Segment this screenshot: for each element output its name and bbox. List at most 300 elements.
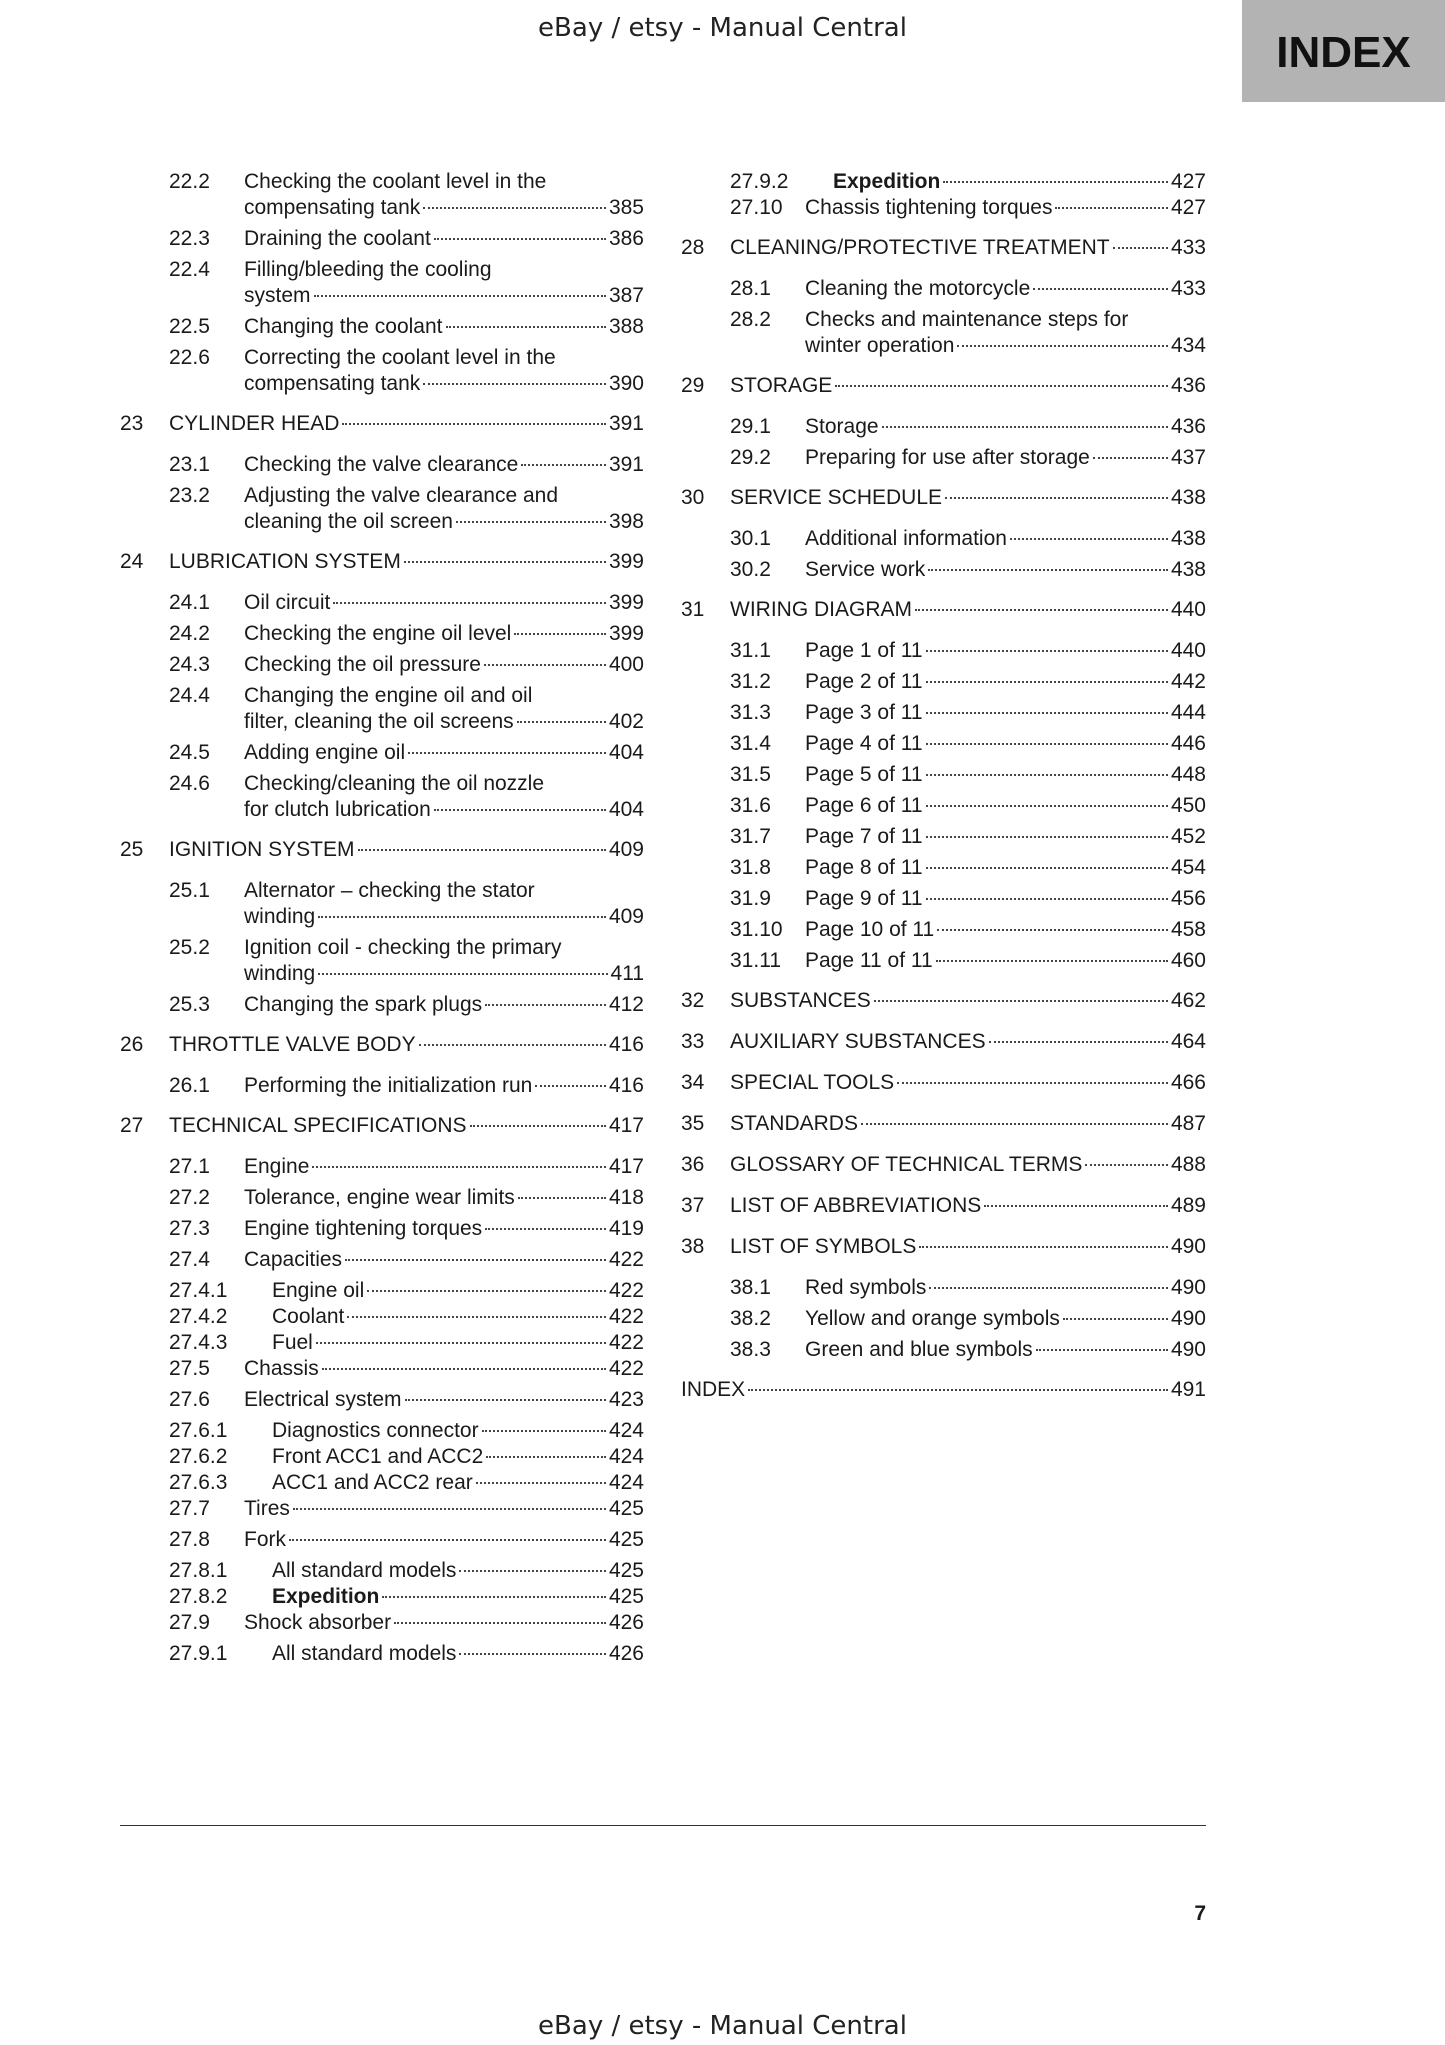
dot-leader [748, 1389, 1168, 1391]
toc-entry-number: 38 [681, 1235, 705, 1258]
toc-entry[interactable] [120, 683, 644, 735]
toc-entry-page: 487 [1170, 1112, 1206, 1135]
toc-entry-page: 464 [1170, 1030, 1206, 1053]
toc-entry-title: Fork [244, 1528, 286, 1551]
toc-entry[interactable] [681, 638, 1206, 664]
watermark-top: eBay / etsy - Manual Central [538, 13, 907, 43]
toc-entry-page: 460 [1170, 949, 1206, 972]
toc-entry-page: 424 [608, 1445, 644, 1468]
toc-entry[interactable] [681, 1193, 1206, 1219]
toc-entry[interactable] [120, 1304, 644, 1330]
toc-entry-title: Page 8 of 11 [805, 856, 923, 879]
toc-entry-title: Engine tightening torques [244, 1217, 483, 1240]
toc-entry-page: 388 [608, 315, 644, 338]
toc-entry-title-line: Adjusting the valve clearance and [244, 484, 559, 507]
toc-entry-title: Fuel [272, 1331, 313, 1354]
dot-leader [957, 345, 1168, 347]
dot-leader [514, 633, 606, 635]
toc-entry[interactable] [120, 1278, 644, 1304]
toc-entry-page: 490 [1170, 1235, 1206, 1258]
toc-entry-title: Cleaning the motorcycle [805, 277, 1031, 300]
toc-entry-number: 28.2 [730, 308, 771, 331]
dot-leader [1113, 247, 1168, 249]
dot-leader [382, 1596, 606, 1598]
toc-entry[interactable] [120, 590, 644, 616]
toc-entry-title: Draining the coolant [244, 227, 431, 250]
dot-leader [314, 295, 606, 297]
toc-entry[interactable] [120, 1073, 644, 1099]
toc-entry[interactable] [120, 1610, 644, 1636]
toc-entry-number: 23.2 [169, 484, 210, 507]
toc-entry-number: 30 [681, 486, 705, 509]
toc-entry[interactable] [120, 411, 644, 437]
dot-leader [408, 752, 606, 754]
toc-entry-title: filter, cleaning the oil screens [244, 710, 514, 733]
toc-entry-title: winding [244, 962, 316, 985]
dot-leader [517, 721, 606, 723]
toc-entry[interactable] [120, 837, 644, 863]
toc-entry-number: 27.6.2 [169, 1445, 228, 1468]
toc-entry-title: Additional information [805, 527, 1007, 550]
toc-entry-page: 418 [608, 1186, 644, 1209]
toc-entry[interactable] [681, 700, 1206, 726]
dot-leader [456, 521, 606, 523]
toc-entry-page: 448 [1170, 763, 1206, 786]
toc-entry[interactable] [681, 597, 1206, 623]
dot-leader [861, 1123, 1168, 1125]
toc-entry[interactable] [681, 1306, 1206, 1332]
toc-entry-title: LIST OF ABBREVIATIONS [730, 1194, 982, 1217]
toc-entry-number: 31.11 [730, 949, 781, 972]
toc-entry-title: Green and blue symbols [805, 1338, 1033, 1361]
toc-entry[interactable] [681, 195, 1206, 221]
toc-entry-title: TECHNICAL SPECIFICATIONS [169, 1114, 467, 1137]
toc-entry[interactable] [681, 1337, 1206, 1363]
toc-entry[interactable] [120, 1154, 644, 1180]
dot-leader [394, 1622, 606, 1624]
toc-entry-number: 31.5 [730, 763, 771, 786]
toc-right-column [681, 169, 1206, 1418]
toc-entry-number: 26.1 [169, 1074, 210, 1097]
dot-leader [347, 1316, 606, 1318]
toc-entry-number: 27.6.1 [169, 1419, 228, 1442]
toc-entry-number: 31.6 [730, 794, 771, 817]
toc-entry-number: 27.5 [169, 1357, 210, 1380]
toc-entry-number: 28.1 [730, 277, 771, 300]
toc-entry-title: Capacities [244, 1248, 343, 1271]
toc-entry[interactable] [120, 1641, 644, 1667]
toc-entry-number: 38.3 [730, 1338, 771, 1361]
toc-entry[interactable] [681, 485, 1206, 511]
toc-entry[interactable] [681, 1111, 1206, 1137]
toc-entry-page: 440 [1170, 598, 1206, 621]
toc-entry[interactable] [120, 1113, 644, 1139]
toc-entry-title-line: Ignition coil - checking the primary [244, 936, 562, 959]
toc-entry-number: 28 [681, 236, 705, 259]
toc-entry[interactable] [681, 169, 1206, 195]
toc-entry-page: 422 [608, 1331, 644, 1354]
toc-entry-page: 391 [608, 412, 644, 435]
toc-entry-number: 27.8 [169, 1528, 210, 1551]
toc-entry-number: 24.5 [169, 741, 210, 764]
dot-leader [943, 181, 1168, 183]
toc-entry[interactable] [120, 483, 644, 535]
toc-entry-page: 438 [1170, 558, 1206, 581]
toc-entry[interactable] [681, 235, 1206, 261]
toc-entry-number: 31.10 [730, 918, 783, 941]
toc-entry-title: Page 3 of 11 [805, 701, 923, 724]
dot-leader [293, 1508, 606, 1510]
toc-entry-title-line: Alternator – checking the stator [244, 879, 535, 902]
toc-entry-page: 425 [608, 1497, 644, 1520]
toc-entry[interactable] [681, 526, 1206, 552]
toc-entry-page: 416 [608, 1074, 644, 1097]
toc-entry-number: 27.3 [169, 1217, 210, 1240]
toc-entry-number: 24.1 [169, 591, 210, 614]
toc-entry-number: 27.4.2 [169, 1305, 228, 1328]
toc-entry-number: 27.8.1 [169, 1559, 228, 1582]
dot-leader [926, 836, 1168, 838]
toc-entry[interactable] [681, 1275, 1206, 1301]
toc-entry-page: 422 [608, 1357, 644, 1380]
toc-entry-number: 22.6 [169, 346, 210, 369]
toc-entry-title: Page 1 of 11 [805, 639, 923, 662]
footer-divider [120, 1825, 1206, 1826]
toc-entry-title-line: Checking the coolant level in the [244, 170, 547, 193]
dot-leader [316, 1342, 606, 1344]
toc-entry-title-line: Checks and maintenance steps for [805, 308, 1129, 331]
dot-leader [926, 743, 1168, 745]
toc-entry-title: AUXILIARY SUBSTANCES [730, 1030, 986, 1053]
toc-entry-title: SUBSTANCES [730, 989, 871, 1012]
toc-entry[interactable] [120, 652, 644, 678]
dot-leader [419, 1044, 606, 1046]
toc-entry-page: 399 [608, 622, 644, 645]
toc-entry-page: 488 [1170, 1153, 1206, 1176]
toc-entry[interactable] [681, 276, 1206, 302]
toc-entry-number: 24.6 [169, 772, 210, 795]
dot-leader [1055, 207, 1167, 209]
dot-leader [882, 426, 1168, 428]
toc-entry[interactable] [681, 1152, 1206, 1178]
toc-entry[interactable] [681, 948, 1206, 974]
toc-entry[interactable] [120, 1032, 644, 1058]
toc-entry-title: winter operation [805, 334, 955, 357]
toc-entry-number: 31.8 [730, 856, 771, 879]
toc-entry-number: 36 [681, 1153, 705, 1176]
toc-entry[interactable] [120, 1216, 644, 1242]
toc-entry[interactable] [120, 740, 644, 766]
toc-entry-title: Expedition [272, 1585, 380, 1608]
dot-leader [1085, 1164, 1168, 1166]
dot-leader [897, 1082, 1168, 1084]
toc-entry-number: 24.3 [169, 653, 210, 676]
toc-entry-number: 25 [120, 838, 144, 861]
toc-entry[interactable] [681, 917, 1206, 943]
toc-entry-page: 452 [1170, 825, 1206, 848]
toc-entry[interactable] [120, 1330, 644, 1356]
toc-entry-page: 490 [1170, 1276, 1206, 1299]
toc-entry[interactable] [681, 886, 1206, 912]
toc-entry[interactable] [120, 1527, 644, 1553]
toc-entry-page: 425 [608, 1528, 644, 1551]
toc-entry-number: 27.8.2 [169, 1585, 228, 1608]
toc-entry-number: 31.1 [730, 639, 771, 662]
toc-entry-page: 424 [608, 1419, 644, 1442]
toc-entry-page: 436 [1170, 374, 1206, 397]
toc-entry-page: 490 [1170, 1338, 1206, 1361]
toc-entry-title: Oil circuit [244, 591, 331, 614]
toc-entry-page: 462 [1170, 989, 1206, 1012]
toc-entry-page: 422 [608, 1279, 644, 1302]
dot-leader [984, 1205, 1168, 1207]
toc-entry-title: CLEANING/PROTECTIVE TREATMENT [730, 236, 1110, 259]
toc-entry-page: 399 [608, 591, 644, 614]
dot-leader [874, 1000, 1168, 1002]
toc-entry-title-line: Changing the engine oil and oil [244, 684, 533, 707]
toc-entry-number: 26 [120, 1033, 144, 1056]
toc-entry-number: 25.1 [169, 879, 210, 902]
dot-leader [485, 1228, 606, 1230]
dot-leader [926, 650, 1168, 652]
toc-entry[interactable] [681, 824, 1206, 850]
toc-entry-number: 35 [681, 1112, 705, 1135]
toc-entry-number: 27.4 [169, 1248, 210, 1271]
toc-entry-number: 27.1 [169, 1155, 210, 1178]
toc-entry-page: 399 [608, 550, 644, 573]
toc-entry[interactable] [681, 1029, 1206, 1055]
toc-entry-page: 404 [608, 741, 644, 764]
toc-entry-page: 422 [608, 1248, 644, 1271]
toc-entry-title: GLOSSARY OF TECHNICAL TERMS [730, 1153, 1083, 1176]
toc-entry-page: 425 [608, 1559, 644, 1582]
page-number: 7 [1194, 1902, 1206, 1925]
toc-entry-number: 31.9 [730, 887, 771, 910]
toc-entry[interactable] [120, 1387, 644, 1413]
toc-entry-page: 416 [608, 1033, 644, 1056]
dot-leader [333, 602, 606, 604]
toc-entry-page: 425 [608, 1585, 644, 1608]
toc-entry-page: 402 [608, 710, 644, 733]
dot-leader [289, 1539, 606, 1541]
toc-entry[interactable] [681, 1234, 1206, 1260]
toc-entry-page: 419 [608, 1217, 644, 1240]
toc-entry[interactable] [120, 1558, 644, 1584]
toc-entry-title: Red symbols [805, 1276, 927, 1299]
toc-entry-page: 438 [1170, 486, 1206, 509]
toc-entry-title: Checking the oil pressure [244, 653, 481, 676]
toc-entry[interactable] [120, 1185, 644, 1211]
toc-entry-title: Adding engine oil [244, 741, 406, 764]
toc-entry[interactable] [681, 793, 1206, 819]
toc-entry[interactable] [120, 1418, 644, 1444]
toc-entry-number: 31.2 [730, 670, 771, 693]
dot-leader [484, 664, 606, 666]
toc-entry[interactable] [120, 1470, 644, 1496]
toc-entry[interactable] [681, 988, 1206, 1014]
toc-entry-page: 458 [1170, 918, 1206, 941]
toc-entry-page: 412 [608, 993, 644, 1016]
dot-leader [926, 712, 1168, 714]
toc-entry-title: STORAGE [730, 374, 833, 397]
toc-entry[interactable] [120, 345, 644, 397]
toc-entry[interactable] [681, 669, 1206, 695]
toc-entry[interactable] [120, 1496, 644, 1522]
dot-leader [434, 809, 606, 811]
toc-entry-title: Changing the spark plugs [244, 993, 483, 1016]
dot-leader [423, 207, 606, 209]
toc-entry[interactable] [681, 414, 1206, 440]
toc-entry[interactable] [120, 314, 644, 340]
toc-entry[interactable] [120, 935, 644, 987]
toc-entry-page: 404 [608, 798, 644, 821]
toc-entry-title: CYLINDER HEAD [169, 412, 340, 435]
toc-entry[interactable] [120, 1356, 644, 1382]
toc-entry-page: 466 [1170, 1071, 1206, 1094]
toc-entry-page: 390 [608, 372, 644, 395]
dot-leader [928, 569, 1168, 571]
toc-entry[interactable] [681, 1377, 1206, 1403]
toc-entry-number: 22.3 [169, 227, 210, 250]
toc-entry[interactable] [120, 549, 644, 575]
toc-entry[interactable] [120, 878, 644, 930]
dot-leader [367, 1290, 606, 1292]
toc-entry[interactable] [120, 621, 644, 647]
toc-entry-number: 22.5 [169, 315, 210, 338]
toc-entry[interactable] [120, 992, 644, 1018]
toc-entry-title: Electrical system [244, 1388, 402, 1411]
toc-entry-number: 30.1 [730, 527, 771, 550]
dot-leader [929, 1287, 1168, 1289]
dot-leader [318, 916, 606, 918]
toc-entry-number: 23 [120, 412, 144, 435]
dot-leader [919, 1246, 1168, 1248]
toc-entry-title: Preparing for use after storage [805, 446, 1090, 469]
toc-entry-title-line: Correcting the coolant level in the [244, 346, 556, 369]
watermark-bottom: eBay / etsy - Manual Central [538, 2011, 907, 2041]
toc-entry-page: 438 [1170, 527, 1206, 550]
toc-entry-page: 400 [608, 653, 644, 676]
toc-entry-title: Storage [805, 415, 879, 438]
toc-entry-number: 27 [120, 1114, 144, 1137]
toc-entry-title-line: Checking/cleaning the oil nozzle [244, 772, 545, 795]
toc-entry[interactable] [681, 731, 1206, 757]
toc-entry-title: Chassis tightening torques [805, 196, 1053, 219]
dot-leader [446, 326, 606, 328]
toc-entry-number: 29.2 [730, 446, 771, 469]
toc-entry-title: compensating tank [244, 372, 421, 395]
toc-entry-page: 424 [608, 1471, 644, 1494]
toc-entry-page: 427 [1170, 196, 1206, 219]
toc-entry-title: Front ACC1 and ACC2 [272, 1445, 484, 1468]
toc-entry[interactable] [120, 1247, 644, 1273]
toc-entry-number: 31.4 [730, 732, 771, 755]
toc-entry-number: 27.7 [169, 1497, 210, 1520]
dot-leader [342, 423, 606, 425]
toc-entry-number: 29.1 [730, 415, 771, 438]
toc-entry[interactable] [120, 169, 644, 221]
toc-entry-title: winding [244, 905, 316, 928]
toc-entry-page: 411 [610, 962, 644, 985]
toc-entry-title: system [244, 284, 311, 307]
toc-entry-title: LUBRICATION SYSTEM [169, 550, 401, 573]
toc-entry-title: Page 5 of 11 [805, 763, 923, 786]
toc-entry-page: 426 [608, 1611, 644, 1634]
toc-entry-title: Engine oil [272, 1279, 365, 1302]
toc-entry-number: 38.1 [730, 1276, 771, 1299]
toc-entry-page: 426 [608, 1642, 644, 1665]
toc-entry-title: SPECIAL TOOLS [730, 1071, 895, 1094]
toc-entry[interactable] [681, 373, 1206, 399]
dot-leader [989, 1041, 1168, 1043]
toc-entry-number: 27.6.3 [169, 1471, 228, 1494]
dot-leader [1010, 538, 1168, 540]
toc-entry-title: Checking the engine oil level [244, 622, 512, 645]
toc-entry-number: 27.4.1 [169, 1279, 228, 1302]
toc-entry[interactable] [681, 762, 1206, 788]
toc-entry-title: Page 7 of 11 [805, 825, 923, 848]
dot-leader [926, 774, 1168, 776]
toc-entry[interactable] [120, 452, 644, 478]
toc-entry[interactable] [681, 1070, 1206, 1096]
toc-entry[interactable] [681, 855, 1206, 881]
dot-leader [1033, 288, 1168, 290]
toc-entry-title: Tires [244, 1497, 290, 1520]
toc-entry-page: 444 [1170, 701, 1206, 724]
toc-entry-title: WIRING DIAGRAM [730, 598, 912, 621]
toc-entry-page: 386 [608, 227, 644, 250]
dot-leader [1063, 1318, 1168, 1320]
dot-leader [521, 464, 606, 466]
dot-leader [1093, 457, 1168, 459]
toc-entry-number: 22.4 [169, 258, 210, 281]
toc-entry[interactable] [120, 771, 644, 823]
toc-entry-title: Shock absorber [244, 1611, 392, 1634]
toc-entry-page: 423 [608, 1388, 644, 1411]
toc-entry-number: 32 [681, 989, 705, 1012]
dot-leader [926, 898, 1168, 900]
toc-entry[interactable] [681, 445, 1206, 471]
toc-entry[interactable] [681, 307, 1206, 359]
toc-entry-number: 25.3 [169, 993, 210, 1016]
toc-entry-number: 33 [681, 1030, 705, 1053]
toc-entry[interactable] [120, 1584, 644, 1610]
toc-entry-number: 27.9 [169, 1611, 210, 1634]
toc-entry-page: 490 [1170, 1307, 1206, 1330]
toc-entry[interactable] [681, 557, 1206, 583]
toc-entry-number: 22.2 [169, 170, 210, 193]
toc-entry-page: 437 [1170, 446, 1206, 469]
toc-entry-title: Page 6 of 11 [805, 794, 923, 817]
toc-entry-page: 433 [1170, 236, 1206, 259]
toc-entry-title: compensating tank [244, 196, 421, 219]
toc-entry[interactable] [120, 257, 644, 309]
toc-entry-number: 27.9.2 [730, 170, 789, 193]
dot-leader [518, 1197, 606, 1199]
toc-entry-number: 37 [681, 1194, 705, 1217]
toc-entry[interactable] [120, 1444, 644, 1470]
toc-entry-page: 417 [608, 1114, 644, 1137]
toc-entry-title-line: Filling/bleeding the cooling [244, 258, 492, 281]
dot-leader [936, 960, 1168, 962]
toc-entry-page: 446 [1170, 732, 1206, 755]
toc-entry-number: 27.6 [169, 1388, 210, 1411]
dot-leader [404, 561, 606, 563]
toc-entry-page: 456 [1170, 887, 1206, 910]
dot-leader [486, 1456, 606, 1458]
toc-entry[interactable] [120, 226, 644, 252]
toc-entry-title: Coolant [272, 1305, 345, 1328]
